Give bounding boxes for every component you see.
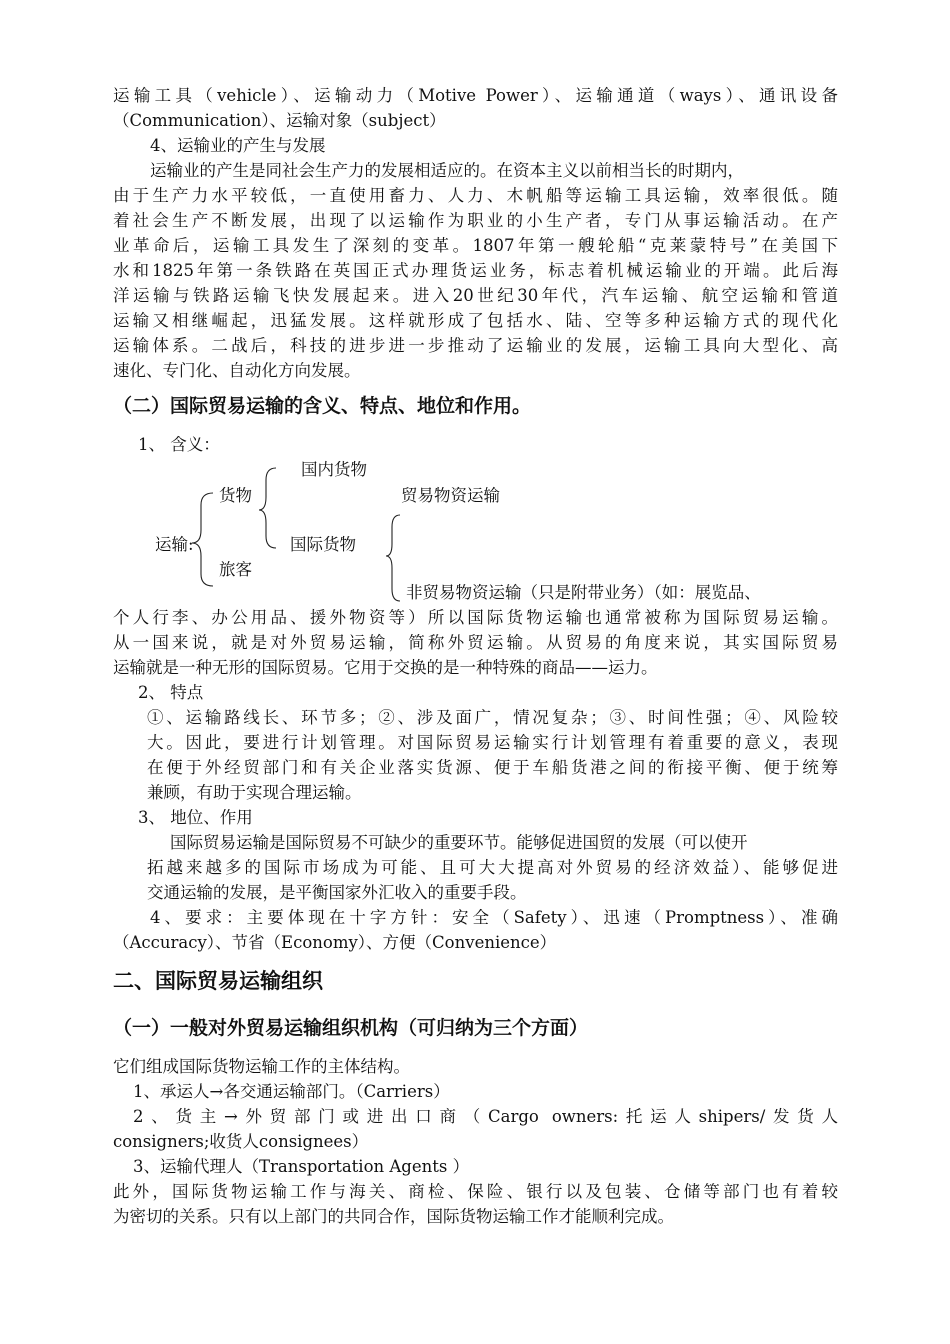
goods-label: 货物 [219,486,252,505]
item-1-title: 1、 含义： [138,435,220,454]
intro-line: 它们组成国际货物运输工作的主体结构。 [113,1057,410,1076]
brace-goods [259,468,276,548]
definition-line: 运输就是一种无形的国际贸易。它用于交换的是一种特殊的商品——运力。 [113,658,658,677]
closing-line: 为密切的关系。只有以上部门的共同合作，国际货物运输工作才能顺利完成。 [113,1207,674,1226]
transport-root-label: 运输: [155,535,194,554]
carriers-item: 1、承运人→各交通运输部门。（Carriers） [133,1082,450,1101]
subsection-heading-organizations: （一）一般对外贸易运输组织机构（可归纳为三个方面） [113,1017,589,1039]
features-line: 大。因此，要进行计划管理。对国际贸易运输实行计划管理有着重要的意义，表现 [147,733,838,752]
vehicle-elements-line: 运输工具（vehicle）、运输动力（Motive Power）、运输通道（ways）、通讯设备 [113,86,838,105]
international-goods-label: 国际货物 [290,535,356,554]
history-paragraph-line: 由于生产力水平较低，一直使用畜力、人力、木帆船等运输工具运输，效率很低。随 [113,186,838,205]
closing-line: 此外，国际货物运输工作与海关、商检、保险、银行以及包装、仓储等部门也有着较 [113,1182,838,1201]
section-heading-trade-transport: （二）国际贸易运输的含义、特点、地位和作用。 [113,395,532,417]
definition-line: 个人行李、办公用品、援外物资等）所以国际货物运输也通常被称为国际贸易运输。 [113,608,838,627]
history-paragraph-line: 速化、专门化、自动化方向发展。 [113,361,361,380]
trade-goods-transport-label: 贸易物资运输 [401,486,500,505]
history-paragraph-line: 洋运输与铁路运输飞快发展起来。进入20世纪30年代，汽车运输、航空运输和管道 [113,286,838,305]
role-line: 交通运输的发展，是平衡国家外汇收入的重要手段。 [147,883,527,902]
history-paragraph-line: 业革命后，运输工具发生了深刻的变革。1807年第一艘轮船“克莱蒙特号”在美国下 [113,236,838,255]
non-trade-transport-label: 非贸易物资运输（只是附带业务）（如：展览品、 [406,583,761,602]
definition-line: 从一国来说，就是对外贸易运输，简称外贸运输。从贸易的角度来说，其实国际贸易 [113,633,838,652]
vehicle-elements-line-2: （Communication）、运输对象（subject） [113,111,446,130]
history-paragraph-line: 运输又相继崛起，迅猛发展。这样就形成了包括水、陆、空等多种运输方式的现代化 [113,311,838,330]
history-paragraph-line: 运输体系。二战后，科技的进步进一步推动了运输业的发展，运输工具向大型化、高 [113,336,838,355]
cargo-owners-item-cont: consigners;收货人consignees） [113,1132,369,1151]
item-2-title: 2、 特点 [138,683,204,702]
requirements-line: 4、要求：主要体现在十字方针：安全（Safety）、迅速（Promptness）、准确 [150,908,838,927]
cargo-owners-item: 2、货主→外贸部门或进出口商（Cargo owners:托运人shipers/发货人 [133,1107,838,1126]
brace-international [386,515,400,601]
item-3-title: 3、 地位、作用 [138,808,253,827]
brace-root [192,493,213,586]
history-paragraph-line: 运输业的产生是同社会生产力的发展相适应的。在资本主义以前相当长的时期内， [150,161,744,180]
agents-item: 3、运输代理人（Transportation Agents ） [133,1157,470,1176]
role-line: 拓越来越多的国际市场成为可能、且可大大提高对外贸易的经济效益）、能够促进 [147,858,838,877]
history-paragraph-line: 着社会生产不断发展，出现了以运输作为职业的小生产者，专门从事运输活动。在产 [113,211,838,230]
domestic-goods-label: 国内货物 [301,460,367,479]
passengers-label: 旅客 [219,560,252,579]
classification-brackets [0,0,950,620]
role-line: 国际贸易运输是国际贸易不可缺少的重要环节。能够促进国贸的发展（可以使开 [170,833,748,852]
features-line: 在便于外经贸部门和有关企业落实货源、便于车船货港之间的衔接平衡、便于统筹 [147,758,838,777]
requirements-line: （Accuracy）、节省（Economy）、方便（Convenience） [113,933,557,952]
item-4-title: 4、运输业的产生与发展 [150,136,326,155]
features-line: 兼顾，有助于实现合理运输。 [147,783,362,802]
history-paragraph-line: 水和1825年第一条铁路在英国正式办理货运业务，标志着机械运输业的开端。此后海 [113,261,838,280]
chapter-heading-organization: 二、国际贸易运输组织 [113,969,323,993]
features-line: ①、运输路线长、环节多；②、涉及面广，情况复杂；③、时间性强；④、风险较 [147,708,838,727]
